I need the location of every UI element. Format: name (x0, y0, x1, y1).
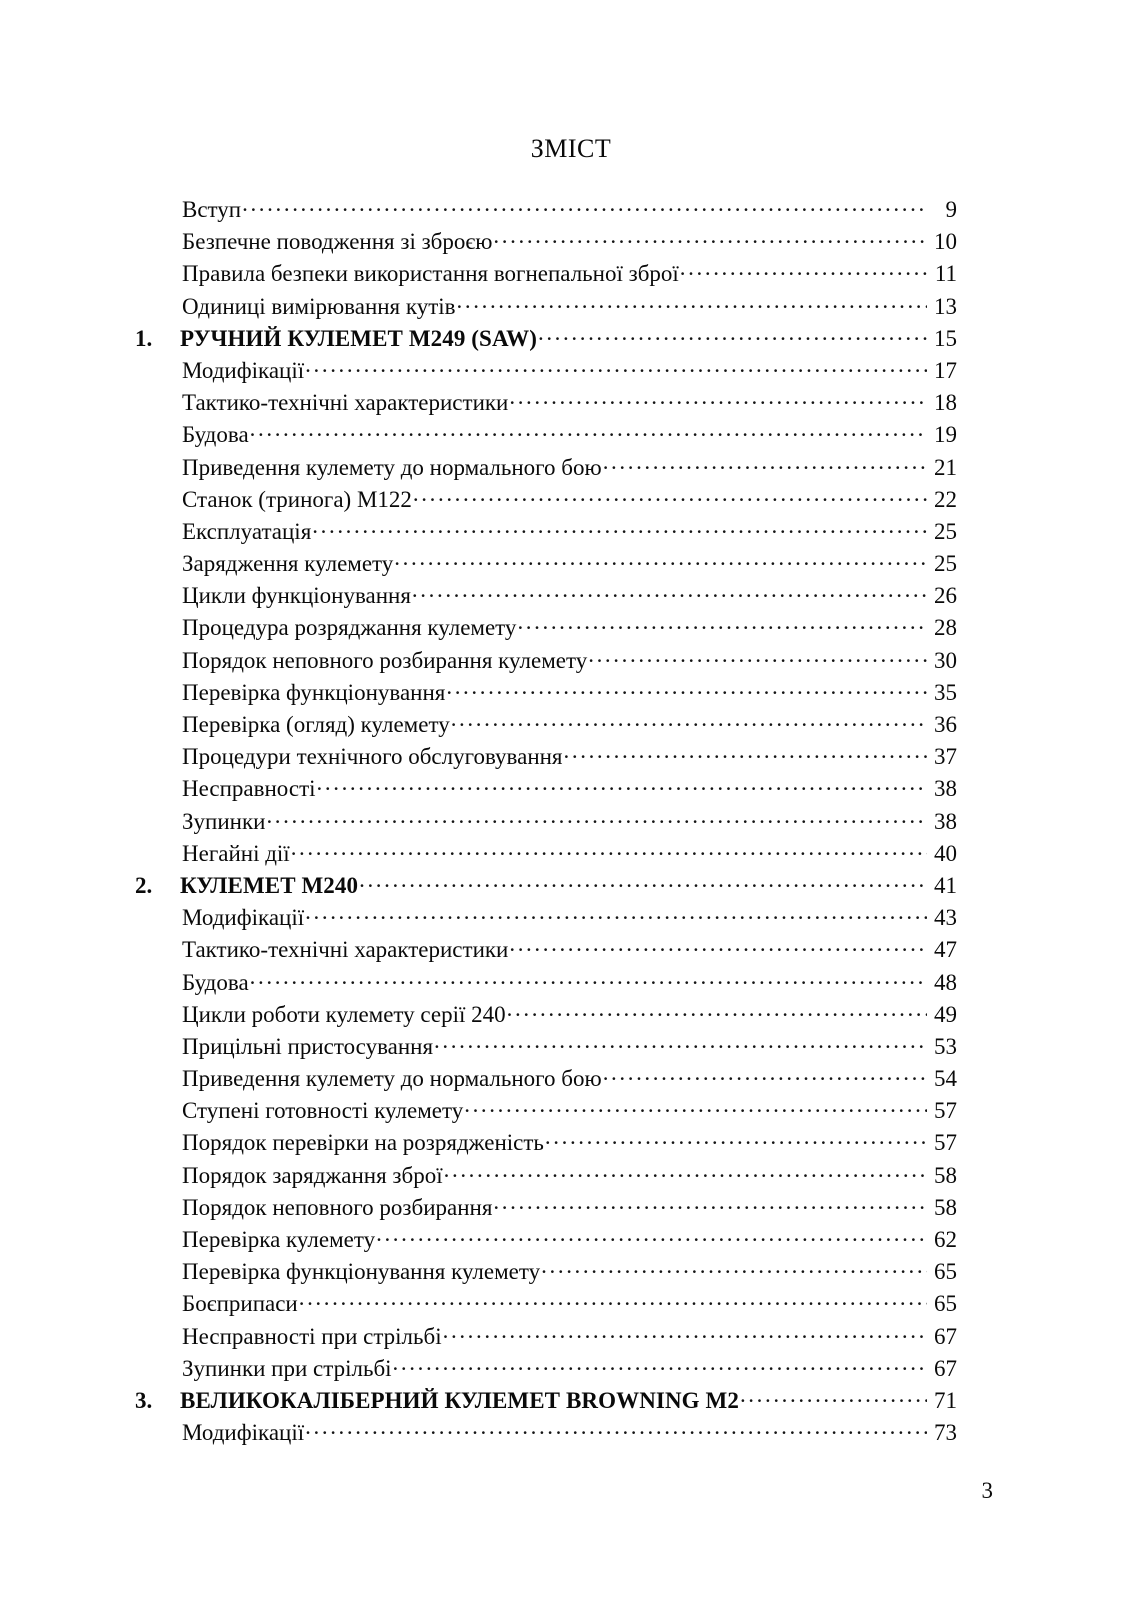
toc-entry-page-number: 43 (934, 905, 957, 931)
toc-entry-row[interactable] (135, 1417, 957, 1449)
dot-leader (564, 741, 927, 764)
toc-entry-row[interactable] (135, 580, 957, 612)
dot-leader (464, 1095, 927, 1118)
toc-entry-row[interactable] (135, 1321, 957, 1353)
toc-entry-row[interactable] (135, 1160, 957, 1192)
dot-leader (394, 548, 927, 571)
toc-chapter-row[interactable] (135, 323, 957, 355)
toc-entry-label: Порядок перевірки на розрядженість (182, 1130, 544, 1156)
toc-entry-page-number: 40 (934, 840, 957, 866)
toc-entry-page-number: 71 (934, 1387, 957, 1413)
toc-entry-label: Несправності (182, 776, 316, 802)
toc-entry-label: Приведення кулемету до нормального бою (182, 1066, 602, 1092)
toc-entry-row[interactable] (135, 1224, 957, 1256)
toc-entry-row[interactable] (135, 258, 957, 290)
dot-leader (457, 291, 927, 314)
toc-entry-label: Несправності при стрільбі (182, 1323, 442, 1349)
toc-entry-page-number: 22 (934, 486, 957, 512)
toc-entry-label: Вступ (182, 197, 242, 222)
toc-entry-row[interactable] (135, 999, 957, 1031)
toc-entry-page-number: 17 (934, 357, 957, 383)
toc-entry-page-number: 58 (934, 1194, 957, 1220)
toc-entry-page-number: 65 (934, 1259, 957, 1285)
toc-entry-row[interactable] (135, 934, 957, 966)
dot-leader (250, 967, 927, 990)
dot-leader (393, 1353, 927, 1376)
toc-entry-label: Перевірка кулемету (182, 1227, 376, 1252)
toc-entry-row[interactable] (135, 709, 957, 741)
dot-leader (412, 580, 927, 603)
toc-entry-page-number: 9 (945, 197, 957, 222)
toc-entry-row[interactable] (135, 612, 957, 644)
dot-leader (541, 1256, 927, 1279)
dot-leader (493, 1192, 927, 1215)
toc-chapter-row[interactable] (135, 1385, 957, 1417)
toc-entry-page-number: 11 (934, 261, 957, 287)
toc-entry-page-number: 13 (934, 293, 957, 319)
dot-leader (250, 419, 927, 442)
toc-entry-row[interactable] (135, 194, 957, 226)
toc-entry-row[interactable] (135, 291, 957, 323)
dot-leader (413, 484, 927, 507)
dot-leader (299, 1288, 927, 1311)
toc-entry-page-number: 67 (934, 1355, 957, 1381)
toc-entry-label: ВЕЛИКОКАЛІБЕРНИЙ КУЛЕМЕТ BROWNING M2 (180, 1387, 739, 1413)
toc-entry-row[interactable] (135, 548, 957, 580)
toc-entry-row[interactable] (135, 1095, 957, 1127)
toc-entry-label: Будова (182, 422, 249, 448)
toc-entry-label: Цикли роботи кулемету серії 240 (182, 1001, 506, 1027)
toc-entry-page-number: 30 (934, 647, 957, 673)
toc-chapter-number: 2. (135, 872, 153, 898)
toc-entry-page-number: 18 (934, 390, 957, 416)
dot-leader (507, 999, 927, 1022)
toc-entry-row[interactable] (135, 773, 957, 805)
toc-entry-page-number: 54 (934, 1066, 957, 1092)
dot-leader (266, 806, 927, 829)
toc-entry-row[interactable] (135, 1127, 957, 1159)
dot-leader (603, 452, 927, 475)
dot-leader (740, 1385, 927, 1408)
dot-leader (517, 612, 927, 635)
dot-leader (291, 838, 927, 861)
toc-entry-label: Експлуатація (182, 518, 312, 544)
dot-leader (359, 870, 927, 893)
toc-entry-page-number: 21 (934, 454, 957, 480)
dot-leader (451, 709, 927, 732)
toc-entry-row[interactable] (135, 1353, 957, 1385)
toc-entry-row[interactable] (135, 902, 957, 934)
toc-entry-label: Будова (182, 969, 249, 995)
toc-entry-row[interactable] (135, 1192, 957, 1224)
dot-leader (493, 226, 927, 249)
dot-leader (305, 1417, 927, 1440)
toc-entry-label: Тактико-технічні характеристики (182, 390, 509, 416)
toc-entry-page-number: 37 (934, 744, 957, 770)
toc-entry-label: Порядок неповного розбирання (182, 1194, 493, 1220)
toc-entry-row[interactable] (135, 1288, 957, 1320)
toc-entry-row[interactable] (135, 355, 957, 387)
toc-entry-page-number: 57 (934, 1098, 957, 1124)
dot-leader (588, 645, 927, 668)
toc-entry-page-number: 58 (934, 1162, 957, 1188)
dot-leader (545, 1127, 927, 1150)
toc-entry-page-number: 73 (934, 1420, 957, 1446)
toc-entry-label: Одиниці вимірювання кутів (182, 293, 456, 319)
toc-entry-page-number: 25 (934, 551, 957, 577)
toc-chapter-number: 1. (135, 325, 153, 351)
toc-entry-label: Прицільні пристосування (182, 1033, 434, 1059)
toc-entry-row[interactable] (135, 226, 957, 258)
dot-leader (446, 677, 927, 700)
toc-entry-page-number: 28 (934, 615, 957, 641)
toc-entry-page-number: 62 (934, 1227, 957, 1252)
toc-entry-label: Безпечне поводження зі зброєю (182, 229, 493, 255)
toc-entry-label: Порядок заряджання зброї (182, 1162, 443, 1188)
toc-entry-row[interactable] (135, 1031, 957, 1063)
dot-leader (538, 323, 927, 346)
toc-entry-row[interactable] (135, 1063, 957, 1095)
toc-entry-row[interactable] (135, 387, 957, 419)
dot-leader (509, 934, 927, 957)
toc-entry-label: Боєприпаси (182, 1291, 298, 1317)
toc-entry-row[interactable] (135, 838, 957, 870)
toc-entry-label: Негайні дії (182, 840, 290, 866)
dot-leader (680, 258, 927, 281)
toc-entry-label: Модифікації (182, 357, 305, 383)
toc-entry-label: Ступені готовності кулемету (182, 1098, 464, 1124)
toc-entry-page-number: 48 (934, 969, 957, 995)
toc-chapter-number: 3. (135, 1387, 153, 1413)
toc-entry-page-number: 36 (934, 712, 957, 737)
toc-entry-label: Порядок неповного розбирання кулемету (182, 647, 588, 673)
toc-entry-page-number: 25 (934, 518, 957, 544)
toc-entry-page-number: 49 (934, 1001, 957, 1027)
toc-entry-label: КУЛЕМЕТ M240 (180, 872, 359, 898)
toc-entry-page-number: 47 (934, 937, 957, 963)
dot-leader (603, 1063, 927, 1086)
toc-entry-label: Тактико-технічні характеристики (182, 937, 509, 963)
toc-entry-page-number: 19 (934, 422, 957, 448)
toc-entry-row[interactable] (135, 516, 957, 548)
toc-entry-page-number: 53 (934, 1033, 957, 1059)
dot-leader (444, 1160, 927, 1183)
toc-entry-row[interactable] (135, 645, 957, 677)
toc-entry-label: Перевірка (огляд) кулемету (182, 712, 450, 737)
toc-entry-page-number: 67 (934, 1323, 957, 1349)
dot-leader (376, 1224, 927, 1247)
toc-entry-row[interactable] (135, 452, 957, 484)
toc-entry-page-number: 38 (934, 776, 957, 802)
toc-entry-page-number: 26 (934, 583, 957, 609)
page-title: ЗМІСТ (530, 134, 612, 163)
toc-entry-label: Приведення кулемету до нормального бою (182, 454, 602, 480)
toc-entry-page-number: 38 (934, 808, 957, 834)
toc-entry-row[interactable] (135, 967, 957, 999)
toc-entry-label: Процедура розряджання кулемету (182, 615, 517, 641)
toc-entry-label: Станок (тринога) M122 (182, 486, 412, 512)
dot-leader (312, 516, 927, 539)
page-number-folio: 3 (981, 1478, 993, 1503)
toc-entry-row[interactable] (135, 677, 957, 709)
toc-entry-page-number: 41 (934, 872, 957, 898)
toc-entry-row[interactable] (135, 741, 957, 773)
toc-entry-label: Зупинки (182, 808, 266, 834)
toc-entry-page-number: 57 (934, 1130, 957, 1156)
toc-entry-label: Правила безпеки використання вогнепальної зброї (182, 261, 679, 287)
toc-entry-page-number: 15 (934, 325, 957, 351)
toc-entry-label: Процедури технічного обслуговування (182, 744, 563, 770)
toc-entry-label: Зупинки при стрільбі (182, 1355, 392, 1381)
toc-entry-page-number: 10 (934, 229, 957, 255)
dot-leader (443, 1321, 927, 1344)
toc-entry-label: Перевірка функціонування кулемету (182, 1259, 541, 1285)
toc-entry-page-number: 65 (934, 1291, 957, 1317)
dot-leader (242, 194, 927, 217)
toc-entry-label: Модифікації (182, 905, 305, 931)
toc-chapter-row[interactable] (135, 870, 957, 902)
dot-leader (509, 387, 927, 410)
toc-entry-row[interactable] (135, 806, 957, 838)
dot-leader (305, 355, 927, 378)
toc-entry-row[interactable] (135, 1256, 957, 1288)
toc-entry-label: РУЧНИЙ КУЛЕМЕТ M249 (SAW) (180, 325, 537, 351)
toc-entry-label: Перевірка функціонування (182, 679, 446, 705)
dot-leader (317, 773, 927, 796)
dot-leader (434, 1031, 927, 1054)
toc-entry-page-number: 35 (934, 679, 957, 705)
toc-entry-label: Цикли функціонування (182, 583, 411, 609)
dot-leader (305, 902, 927, 925)
table-of-contents (135, 194, 957, 1449)
toc-entry-label: Зарядження кулемету (182, 551, 394, 577)
toc-entry-label: Модифікації (182, 1420, 305, 1446)
toc-entry-row[interactable] (135, 484, 957, 516)
toc-entry-row[interactable] (135, 419, 957, 451)
